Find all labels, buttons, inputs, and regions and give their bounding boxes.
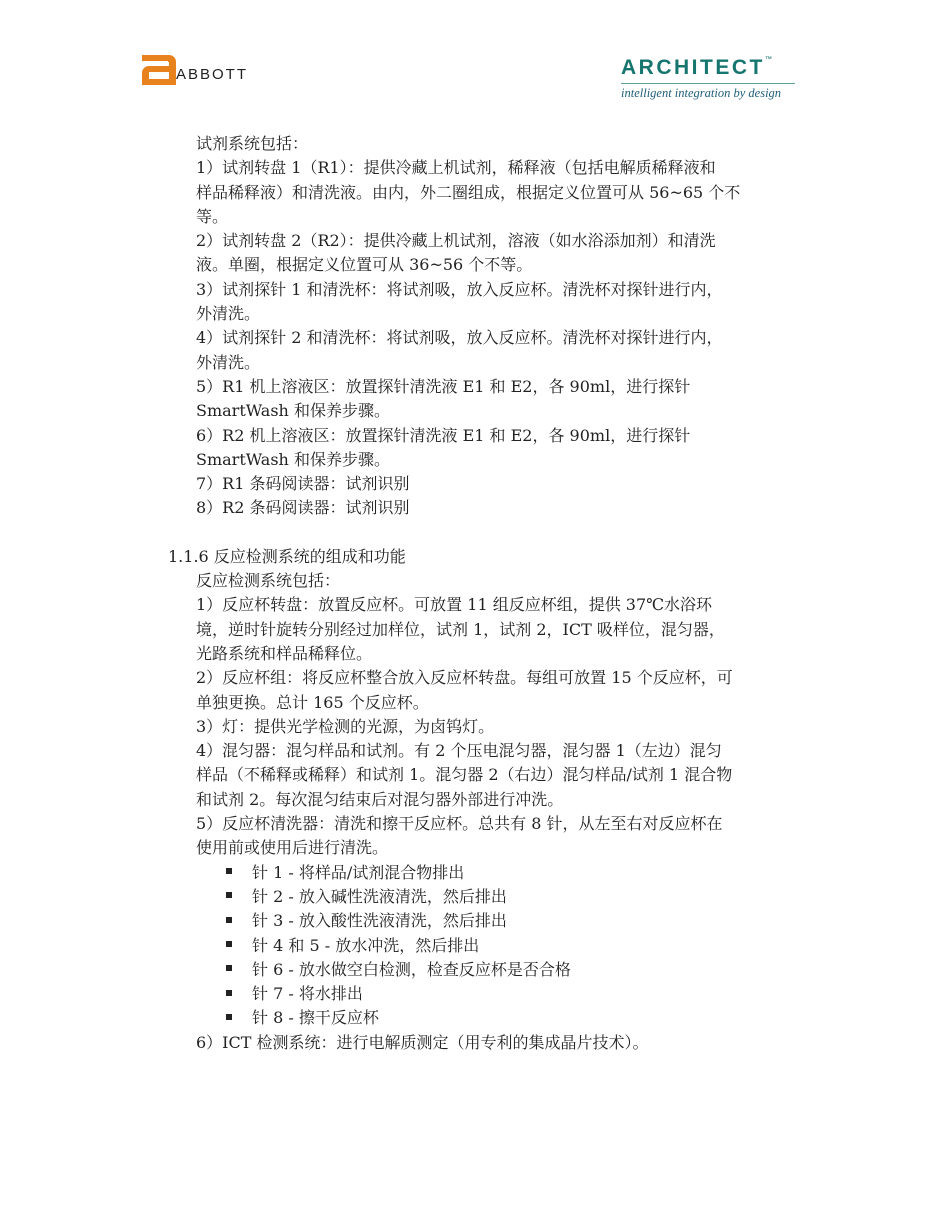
reaction-line: 使用前或使用后进行清洗。	[196, 838, 389, 858]
section-heading: 1.1.6 反应检测系统的组成和功能	[168, 546, 406, 566]
page-header	[0, 0, 950, 110]
bullet-item: 针 3 - 放入酸性洗液清洗，然后排出	[0, 909, 950, 933]
reagent-line: SmartWash 和保养步骤。	[196, 401, 390, 421]
bullet-item: 针 1 - 将样品/试剂混合物排出	[0, 861, 950, 885]
reaction-intro: 反应检测系统包括：	[196, 571, 341, 591]
bullet-square-icon	[226, 990, 232, 996]
bullet-item: 针 8 - 擦干反应杯	[0, 1006, 950, 1030]
reagent-line: 外清洗。	[196, 304, 261, 324]
reaction-line: 样品（不稀释或稀释）和试剂 1。混匀器 2（右边）混匀样品/试剂 1 混合物	[196, 765, 733, 785]
reaction-line: 5）反应杯清洗器：清洗和擦干反应杯。总共有 8 针，从左至右对反应杯在	[196, 814, 723, 834]
reaction-line: 2）反应杯组：将反应杯整合放入反应杯转盘。每组可放置 15 个反应杯，可	[196, 668, 733, 688]
reagent-line: 8）R2 条码阅读器：试剂识别	[196, 498, 410, 518]
bullet-item: 针 2 - 放入碱性洗液清洗，然后排出	[0, 885, 950, 909]
reagent-line: 5）R1 机上溶液区：放置探针清洗液 E1 和 E2，各 90ml，进行探针	[196, 376, 691, 396]
reaction-line: 光路系统和样品稀释位。	[196, 643, 373, 663]
abbott-logo-text: ABBOTT	[176, 66, 249, 83]
bullet-square-icon	[226, 892, 232, 898]
reaction-line: 和试剂 2。每次混匀结束后对混匀器外部进行冲洗。	[196, 789, 564, 809]
section-gap	[0, 521, 950, 545]
bullet-square-icon	[226, 917, 232, 923]
bullet-square-icon	[226, 941, 232, 947]
reagent-line: 样品稀释液）和清洗液。由内，外二圈组成，根据定义位置可从 56~65 个不	[196, 182, 741, 202]
bullet-item: 针 6 - 放水做空白检测，检查反应杯是否合格	[0, 958, 950, 982]
bullet-item: 针 7 - 将水排出	[0, 982, 950, 1006]
reagent-line: 外清洗。	[196, 352, 261, 372]
abbott-logo-icon	[139, 53, 179, 87]
reaction-line: 6）ICT 检测系统：进行电解质测定（用专利的集成晶片技术）。	[196, 1032, 649, 1052]
reagent-line: 液。单圈，根据定义位置可从 36~56 个不等。	[196, 255, 533, 275]
reaction-line: 1）反应杯转盘：放置反应杯。可放置 11 组反应杯组，提供 37℃水浴环	[196, 595, 713, 615]
reagent-line: 1）试剂转盘 1（R1）：提供冷藏上机试剂，稀释液（包括电解质稀释液和	[196, 158, 716, 178]
bullet-item: 针 4 和 5 - 放水冲洗，然后排出	[0, 934, 950, 958]
reagent-line: 等。	[196, 206, 229, 226]
reaction-line: 4）混匀器：混匀样品和试剂。有 2 个压电混匀器，混匀器 1（左边）混匀	[196, 741, 722, 761]
reaction-line: 境，逆时针旋转分别经过加样位，试剂 1，试剂 2，ICT 吸样位，混匀器，	[196, 619, 725, 639]
architect-logo-text: ARCHITECT™	[621, 56, 772, 79]
bullet-square-icon	[226, 965, 232, 971]
reagent-line: 4）试剂探针 2 和清洗杯：将试剂吸，放入反应杯。清洗杯对探针进行内，	[196, 328, 723, 348]
reagent-line: 3）试剂探针 1 和清洗杯：将试剂吸，放入反应杯。清洗杯对探针进行内，	[196, 279, 723, 299]
bullet-square-icon	[226, 868, 232, 874]
reaction-line: 单独更换。总计 165 个反应杯。	[196, 692, 429, 712]
architect-tagline: intelligent integration by design	[621, 86, 782, 100]
reagent-line: 7）R1 条码阅读器：试剂识别	[196, 474, 410, 494]
document-body	[0, 132, 950, 1055]
reagent-line: 2）试剂转盘 2（R2）：提供冷藏上机试剂，溶液（如水浴添加剂）和清洗	[196, 231, 716, 251]
architect-divider	[621, 83, 795, 84]
reagent-intro: 试剂系统包括：	[196, 134, 309, 153]
reagent-line: 6）R2 机上溶液区：放置探针清洗液 E1 和 E2，各 90ml，进行探针	[196, 425, 691, 445]
bullet-square-icon	[226, 1014, 232, 1020]
reagent-line: SmartWash 和保养步骤。	[196, 449, 390, 469]
reaction-line: 3）灯：提供光学检测的光源，为卤钨灯。	[196, 716, 495, 736]
